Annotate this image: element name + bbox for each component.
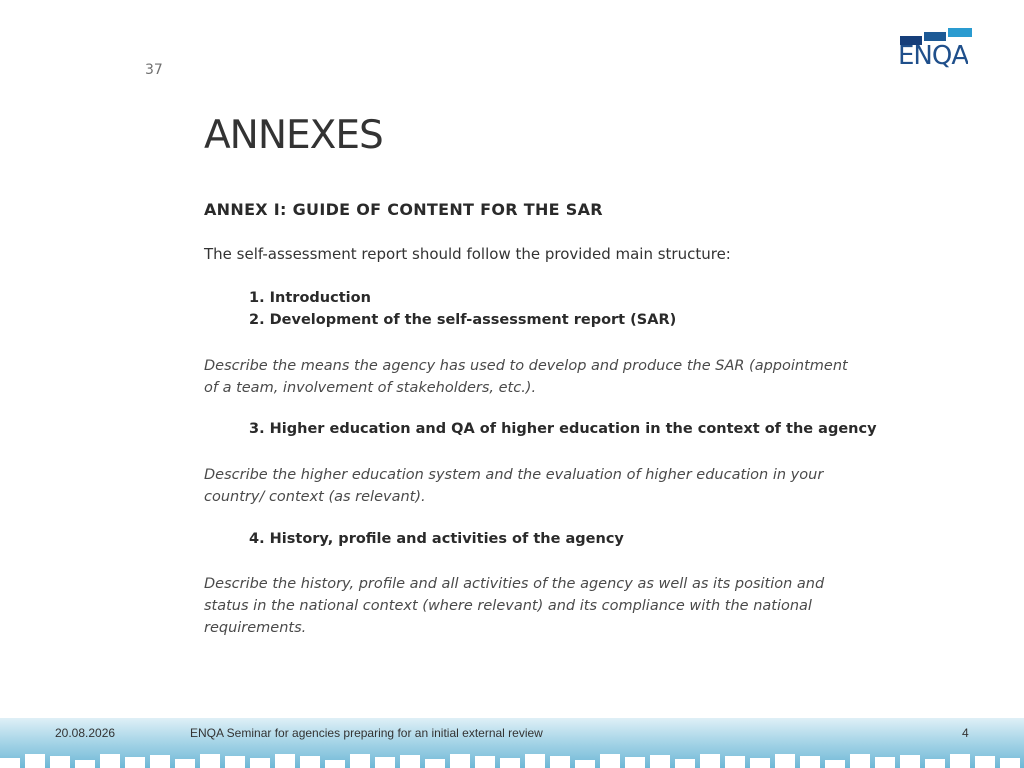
- description-2: Describe the means the agency has used to develop and produce the SAR (appointment of a team, involvement of stakeholders, etc.).: [204, 358, 848, 396]
- footer-block: [475, 756, 495, 768]
- logo-bar-light: [948, 28, 972, 37]
- structure-item-2: 2. Development of the self-assessment report (SAR): [249, 312, 677, 328]
- footer-block: [225, 756, 245, 768]
- footer-block: [425, 759, 445, 768]
- structure-item-3: 3. Higher education and QA of higher education in the context of the agency: [249, 421, 877, 437]
- footer-block: [525, 754, 545, 768]
- description-4: Describe the history, profile and all activities of the agency as well as its position and status in the national context (where relevant) and its compliance with the national requirements.: [204, 576, 825, 636]
- footer-date: 20.08.2026: [55, 726, 116, 740]
- footer-block: [1000, 758, 1020, 768]
- footer-block: [950, 754, 970, 768]
- footer-block: [200, 754, 220, 768]
- footer-block: [625, 757, 645, 768]
- footer-block: [700, 754, 720, 768]
- footer-block: [0, 758, 20, 768]
- footer-block: [750, 758, 770, 768]
- enqa-logo: [898, 28, 976, 74]
- footer-block: [150, 755, 170, 768]
- footer-block: [575, 760, 595, 768]
- footer-block: [350, 754, 370, 768]
- footer-block: [500, 758, 520, 768]
- intro-text: The self-assessment report should follow the provided main structure:: [204, 245, 731, 263]
- footer-block: [250, 758, 270, 768]
- annex-heading: ANNEX I: GUIDE OF CONTENT FOR THE SAR: [204, 200, 603, 219]
- description-3: Describe the higher education system and the evaluation of higher education in your country/ context (as relevant).: [204, 467, 824, 505]
- footer-block: [650, 755, 670, 768]
- footer-decorative-blocks: [0, 754, 1024, 768]
- document-page-number: 37: [145, 62, 163, 78]
- footer-block: [600, 754, 620, 768]
- slide-content: [204, 112, 877, 636]
- footer-block: [675, 759, 695, 768]
- structure-item-4: 4. History, profile and activities of the agency: [249, 531, 624, 547]
- footer-title: ENQA Seminar for agencies preparing for an initial external review: [190, 726, 543, 740]
- footer-block: [775, 754, 795, 768]
- footer-block: [75, 760, 95, 768]
- footer-block: [375, 757, 395, 768]
- logo-bar-mid: [924, 32, 946, 41]
- footer-block: [300, 756, 320, 768]
- logo-text: ENQA: [898, 41, 969, 71]
- footer-block: [850, 754, 870, 768]
- footer-block: [175, 759, 195, 768]
- footer-block: [975, 756, 995, 768]
- footer-block: [550, 756, 570, 768]
- footer-block: [450, 754, 470, 768]
- footer-block: [800, 756, 820, 768]
- footer-block: [325, 760, 345, 768]
- structure-item-1: 1. Introduction: [249, 290, 371, 306]
- footer-block: [925, 759, 945, 768]
- footer-block: [875, 757, 895, 768]
- footer-block: [400, 755, 420, 768]
- footer-block: [825, 760, 845, 768]
- footer-block: [725, 756, 745, 768]
- footer-block: [125, 757, 145, 768]
- footer-page-number: 4: [962, 726, 969, 740]
- page-title: ANNEXES: [204, 113, 383, 158]
- footer-block: [100, 754, 120, 768]
- footer-block: [275, 754, 295, 768]
- footer-block: [900, 755, 920, 768]
- footer-block: [50, 756, 70, 768]
- footer-block: [25, 754, 45, 768]
